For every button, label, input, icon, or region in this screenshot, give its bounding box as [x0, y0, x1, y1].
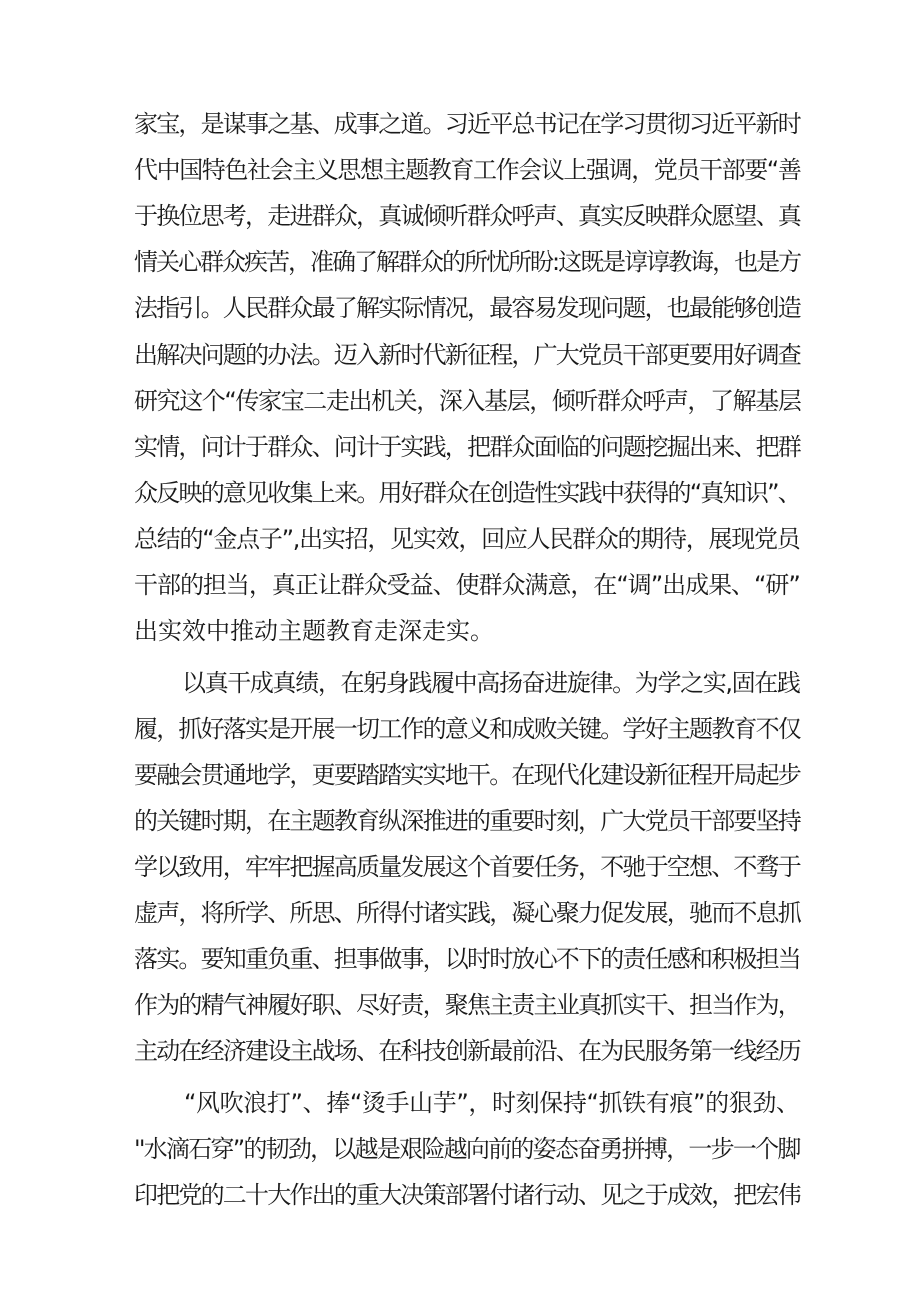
text-line: 研究这个“传家宝二走出机关，深入基层，倾听群众呼声，了解基层 — [134, 387, 801, 415]
text-line: 家宝，是谋事之基、成事之道。习近平总书记在学习贯彻习近平新时 — [134, 110, 800, 138]
text-line: 作为的精气神履好职、尽好责，聚焦主责主业真抓实干、担当作为， — [134, 991, 800, 1019]
text-line: 主动在经济建设主战场、在科技创新最前沿、在为民服务第一线经历 — [134, 1037, 800, 1065]
text-line: 出解决问题的办法。迈入新时代新征程，广大党员干部更要用好调查 — [134, 341, 800, 369]
text-line: 干部的担当，真正让群众受益、使群众满意，在“调”出成果、“研” — [134, 571, 800, 599]
text-line: 于换位思考，走进群众，真诚倾听群众呼声、真实反映群众愿望、真 — [134, 202, 800, 230]
text-line: 虚声，将所学、所思、所得付诸实践，凝心聚力促发展，驰而不息抓 — [134, 899, 800, 927]
text-line: 总结的“金点子”,出实招，见实效，回应人民群众的期待，展现党员 — [134, 525, 800, 553]
text-line: 代中国特色社会主义思想主题教育工作会议上强调，党员干部要“善 — [134, 156, 801, 184]
text-line: 以真干成真绩，在躬身践履中高扬奋进旋律。为学之实,固在践 — [182, 669, 800, 697]
text-line: ''水滴石穿”的韧劲，以越是艰险越向前的姿态奋勇拼搏，一步一个脚 — [134, 1135, 800, 1163]
text-line: 印把党的二十大作出的重大决策部署付诸行动、见之于成效，把宏伟 — [134, 1181, 800, 1209]
text-line: 法指引。人民群众最了解实际情况，最容易发现问题，也最能够创造 — [134, 294, 800, 322]
text-line: 实情，问计于群众、问计于实践，把群众面临的问题挖掘出来、把群 — [134, 433, 800, 461]
text-line: 的关键时期，在主题教育纵深推进的重要时刻，广大党员干部要坚持 — [134, 807, 800, 835]
text-line: 要融会贯通地学，更要踏踏实实地干。在现代化建设新征程开局起步 — [134, 761, 800, 789]
text-line: 情关心群众疾苦，准确了解群众的所忧所盼:这既是谆谆教诲，也是方 — [134, 248, 801, 276]
text-line: 众反映的意见收集上来。用好群众在创造性实践中获得的“真知识”、 — [134, 479, 800, 507]
text-line: “风吹浪打”、捧“烫手山芋”，时刻保持“抓铁有痕”的狠劲、 — [184, 1089, 800, 1117]
text-line: 学以致用，牢牢把握高质量发展这个首要任务，不驰于空想、不骛于 — [134, 853, 800, 881]
text-line: 履，抓好落实是开展一切工作的意义和成败关键。学好主题教育不仅 — [134, 715, 800, 743]
text-line: 落实。要知重负重、担事做事，以时时放心不下的责任感和积极担当 — [134, 945, 800, 973]
text-line: 出实效中推动主题教育走深走实。 — [134, 617, 494, 645]
